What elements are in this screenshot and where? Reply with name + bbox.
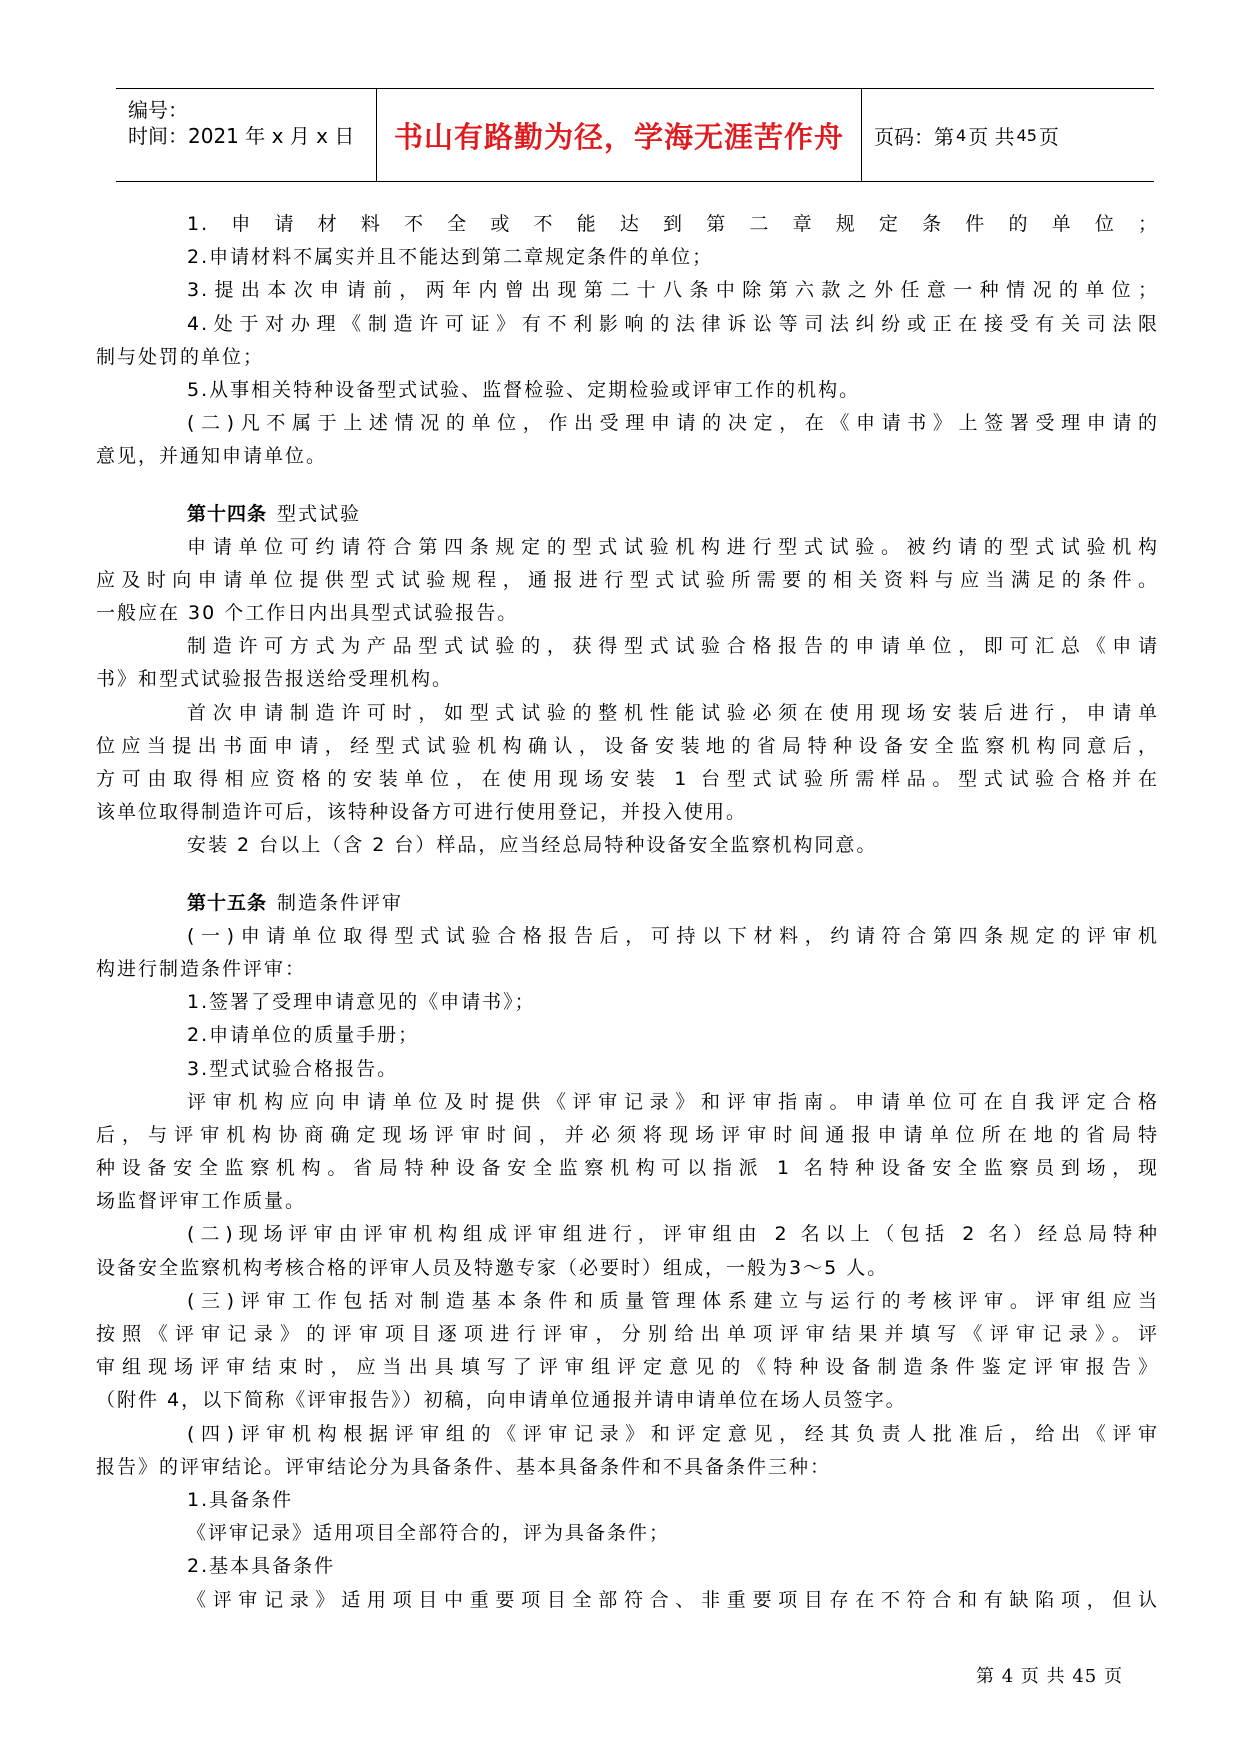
body-line: 《评审记录》适用项目全部符合的，评为具备条件； bbox=[187, 1522, 671, 1545]
body-line: 设备安全监察机构考核合格的评审人员及特邀专家（必要时）组成，一般为3～5 人。 bbox=[96, 1256, 889, 1279]
body-line: 审组现场评审结束时，应当出具填写了评审组评定意见的《特种设备制造条件鉴定评审报告》 bbox=[96, 1356, 1159, 1379]
body-line: (四)评审机构根据评审组的《评审记录》和评定意见，经其负责人批准后，给出《评审 bbox=[187, 1422, 1159, 1445]
body-line: 应及时向申请单位提供型式试验规程，通报进行型式试验所需要的相关资料与应当满足的条件。 bbox=[96, 568, 1159, 591]
page-suffix: 页 bbox=[1038, 124, 1059, 149]
body-line: 《评审记录》适用项目中重要项目全部符合、非重要项目存在不符合和有缺陷项，但认 bbox=[187, 1588, 1159, 1611]
body-line: 按照《评审记录》的评审项目逐项进行评审，分别给出单项评审结果并填写《评审记录》。评 bbox=[96, 1323, 1159, 1345]
body-line: 4.处于对办理《制造许可证》有不利影响的法律诉讼等司法纠纷或正在接受有关司法限 bbox=[187, 312, 1159, 335]
body-line: (一)申请单位取得型式试验合格报告后，可持以下材料，约请符合第四条规定的评审机 bbox=[187, 924, 1159, 947]
body-line: 1.签署了受理申请意见的《申请书》； bbox=[187, 991, 536, 1014]
document-number-label: 编号： bbox=[128, 98, 188, 122]
body-line: 2.基本具备条件 bbox=[187, 1555, 336, 1578]
article-heading bbox=[96, 498, 1159, 531]
page-prefix: 页码：第 bbox=[874, 124, 954, 149]
body-line: 评审机构应向申请单位及时提供《评审记录》和评审指南。申请单位可在自我评定合格 bbox=[187, 1090, 1159, 1113]
body-line: (三)评审工作包括对制造基本条件和质量管理体系建立与运行的考核评审。评审组应当 bbox=[187, 1289, 1159, 1312]
body-line: 首次申请制造许可时，如型式试验的整机性能试验必须在使用现场安装后进行，申请单 bbox=[187, 701, 1159, 724]
page-header bbox=[116, 88, 1154, 182]
body-line: 意见，并通知申请单位。 bbox=[96, 445, 328, 468]
header-meta bbox=[116, 89, 376, 181]
body-line: 制与处罚的单位； bbox=[96, 345, 265, 368]
body-line: 一般应在 30 个工作日内出具型式试验报告。 bbox=[96, 602, 519, 625]
article-subject: 型式试验 bbox=[277, 502, 362, 525]
document-body bbox=[96, 208, 1159, 1617]
body-line: 报告》的评审结论。评审结论分为具备条件、基本具备条件和不具备条件三种： bbox=[96, 1455, 832, 1478]
body-line: 该单位取得制造许可后，该特种设备方可进行使用登记，并投入使用。 bbox=[96, 801, 748, 824]
body-line: 3.型式试验合格报告。 bbox=[187, 1057, 399, 1080]
body-line: 安装 2 台以上（含 2 台）样品，应当经总局特种设备安全监察机构同意。 bbox=[187, 834, 878, 857]
document-date: 时间：2021 年 x 月 x 日 bbox=[128, 124, 355, 148]
article-number: 第十五条 bbox=[187, 891, 268, 914]
body-line: 5.从事相关特种设备型式试验、监督检验、定期检验或评审工作的机构。 bbox=[187, 378, 861, 401]
body-line: 后，与评审机构协商确定现场评审时间，并必须将现场评审时间通报申请单位所在地的省局特 bbox=[96, 1123, 1159, 1146]
body-line: 构进行制造条件评审： bbox=[96, 957, 307, 980]
article-subject: 制造条件评审 bbox=[277, 891, 404, 914]
body-line: 方可由取得相应资格的安装单位，在使用现场安装 1 台型式试验所需样品。型式试验合格并在 bbox=[96, 768, 1159, 790]
body-line: 书》和型式试验报告报送给受理机构。 bbox=[96, 668, 454, 691]
header-page-info bbox=[860, 89, 1154, 181]
header-motto: 书山有路勤为径，学海无涯苦作舟 bbox=[393, 119, 844, 154]
page-current: 4 bbox=[956, 125, 967, 145]
body-line: 1.申请材料不全或不能达到第二章规定条件的单位； bbox=[187, 213, 1159, 235]
body-line: 1.具备条件 bbox=[187, 1488, 294, 1511]
body-line: 申请单位可约请符合第四条规定的型式试验机构进行型式试验。被约请的型式试验机构 bbox=[187, 535, 1159, 558]
body-line: 制造许可方式为产品型式试验的，获得型式试验合格报告的申请单位，即可汇总《申请 bbox=[187, 635, 1159, 658]
body-line: 3.提出本次申请前，两年内曾出现第二十八条中除第六款之外任意一种情况的单位； bbox=[187, 279, 1159, 302]
page-mid: 页 共 bbox=[968, 124, 1015, 149]
body-line: (二)现场评审由评审机构组成评审组进行，评审组由 2 名以上（包括 2 名）经总局特种 bbox=[187, 1223, 1159, 1246]
header-motto-cell bbox=[376, 89, 862, 181]
page-footer: 第 4 页 共 45 页 bbox=[976, 1666, 1123, 1687]
article-heading bbox=[96, 887, 1159, 920]
body-line: (二)凡不属于上述情况的单位，作出受理申请的决定，在《申请书》上签署受理申请的 bbox=[187, 412, 1159, 435]
page-total: 45 bbox=[1016, 125, 1037, 145]
body-line: 种设备安全监察机构。省局特种设备安全监察机构可以指派 1 名特种设备安全监察员到场，现 bbox=[96, 1157, 1159, 1180]
body-line: （附件 4，以下简称《评审报告》）初稿，向申请单位通报并请申请单位在场人员签字。 bbox=[96, 1389, 907, 1412]
article-number: 第十四条 bbox=[187, 502, 268, 525]
body-line: 2.申请材料不属实并且不能达到第二章规定条件的单位； bbox=[187, 246, 714, 269]
body-line: 场监督评审工作质量。 bbox=[96, 1190, 307, 1213]
body-line: 位应当提出书面申请，经型式试验机构确认，设备安装地的省局特种设备安全监察机构同意后， bbox=[96, 734, 1159, 757]
body-line: 2.申请单位的质量手册； bbox=[187, 1024, 420, 1047]
